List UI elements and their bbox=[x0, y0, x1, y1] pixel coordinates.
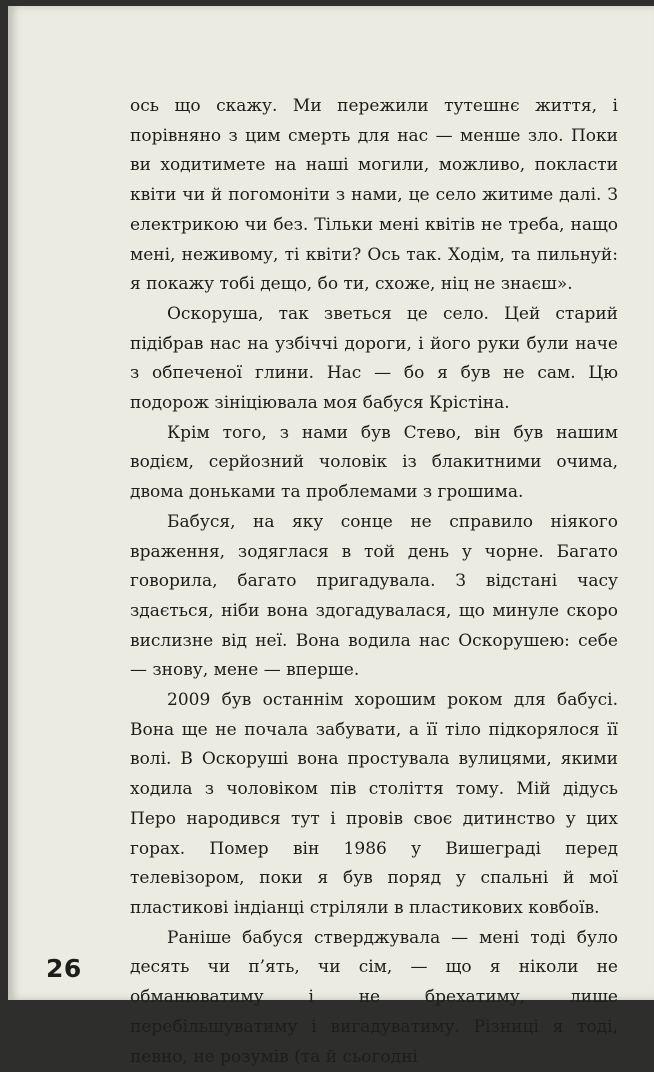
page-number: 26 bbox=[46, 954, 82, 983]
paragraph: Бабуся, на яку сонце не справило ніякого враження, зодяглася в той день у чорне. Багато говорила, багато пригадувала. З відстані часу здається, ніби вона здогадувалася, що минуле скоро вислизне від неї. Вона водила нас Оскорушею: себе — знову, мене — вперше. bbox=[130, 511, 618, 681]
paragraph: 2009 був останнім хорошим роком для бабусі. Вона ще не почала забувати, а її тіло підкорялося її волі. В Оскоруші вона простувала вулицями, якими ходила з чоловіком пів століття тому. Мій дідусь Перо народився тут і провів своє дитинство у цих горах. Помер він 1986 у Вишеграді перед телевізором, поки я був поряд у спальні й мої пластикові індіанці стріляли в пластикових ковбоїв. bbox=[130, 690, 618, 918]
paragraph: Крім того, з нами був Стево, він був нашим водієм, серйозний чоловік із блакитними очима, двома доньками та проблемами з грошима. bbox=[130, 422, 618, 503]
body-text bbox=[130, 92, 618, 1072]
paragraph: ось що скажу. Ми пережили тутешнє життя, і порівняно з цим смерть для нас — менше зло. Поки ви ходитимете на наші могили, можливо, покласти квіти чи й погомоніти з нами, це село житиме далі. З електрикою чи без. Тільки мені квітів не треба, нащо мені, неживому, ті квіти? Ось так. Ходім, та пильнуй: я покажу тобі дещо, бо ти, схоже, ніц не знаєш». bbox=[130, 96, 618, 295]
book-page bbox=[8, 6, 654, 1067]
paragraph: Оскоруша, так зветься це село. Цей старий підібрав нас на узбіччі дороги, і його руки були наче з обпеченої глини. Нас — бо я був не сам. Цю подорож зініціювала моя бабуся Крістіна. bbox=[130, 303, 618, 414]
paragraph: Раніше бабуся стверджувала — мені тоді було десять чи п’ять, чи сім, — що я ніколи не обманюватиму і не брехатиму, лише перебільшуватиму і вигадуватиму. Різниці я тоді, певно, не розумів (та й сьогодні bbox=[130, 927, 618, 1067]
